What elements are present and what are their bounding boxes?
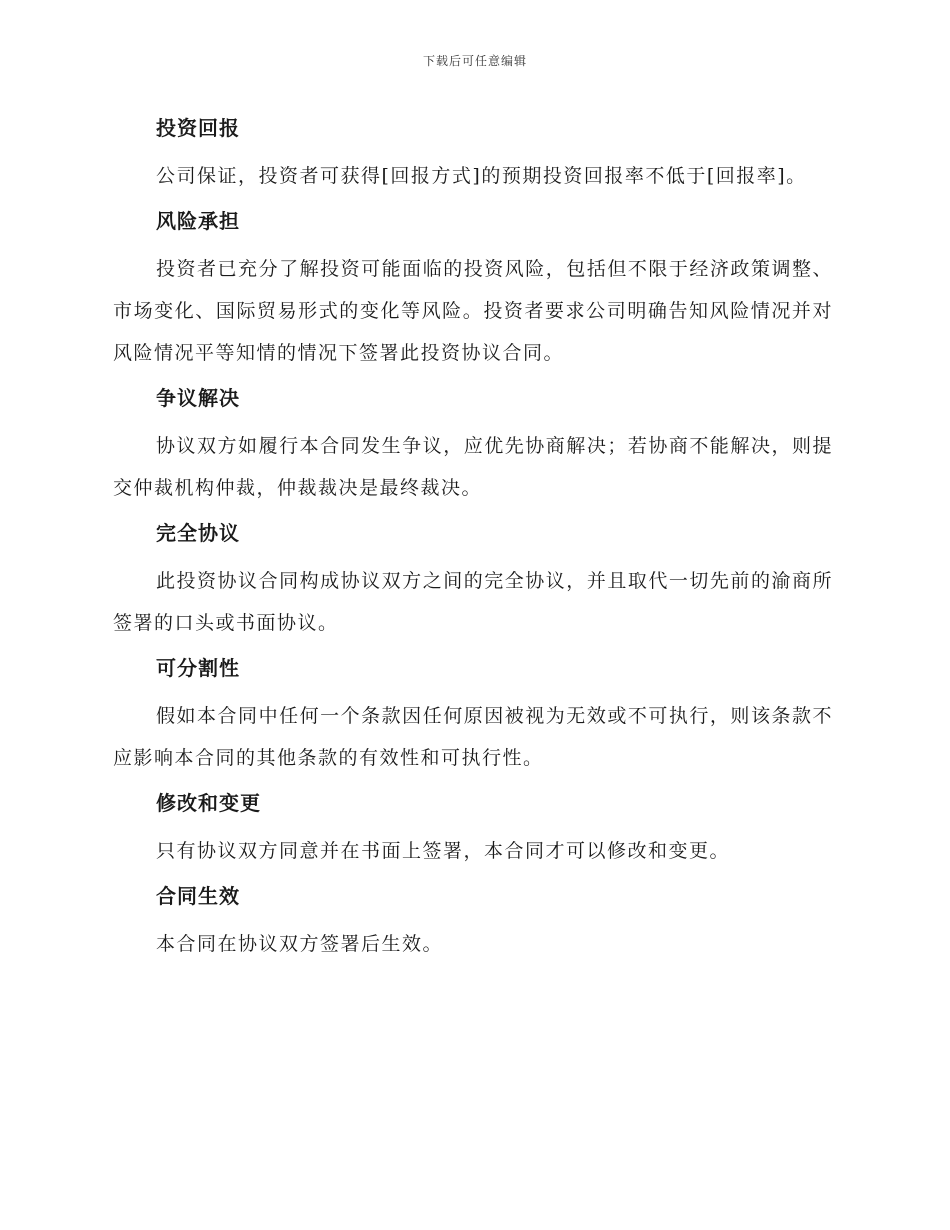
section-heading: 争议解决: [156, 386, 240, 410]
section-heading: 风险承担: [156, 209, 240, 233]
section-paragraph: 此投资协议合同构成协议双方之间的完全协议，并且取代一切先前的渝商所签署的口头或书面协议。: [113, 570, 833, 634]
section-paragraph: 投资者已充分了解投资可能面临的投资风险，包括但不限于经济政策调整、市场变化、国际贸易形式的变化等风险。投资者要求公司明确告知风险情况并对风险情况平等知情的情况下签署此投资协议合同。: [113, 258, 833, 364]
section-amendment: [113, 783, 833, 872]
section-heading: 完全协议: [156, 521, 240, 545]
section-paragraph: 只有协议双方同意并在书面上签署，本合同才可以修改和变更。: [156, 840, 731, 862]
section-paragraph: 公司保证，投资者可获得[回报方式]的预期投资回报率不低于[回报率]。: [156, 165, 807, 187]
section-entire-agreement: [113, 513, 833, 644]
section-heading: 投资回报: [156, 116, 240, 140]
section-paragraph: 假如本合同中任何一个条款因任何原因被视为无效或不可执行，则该条款不应影响本合同的其他条款的有效性和可执行性。: [113, 705, 833, 769]
section-heading: 修改和变更: [156, 791, 261, 815]
section-heading: 可分割性: [156, 656, 240, 680]
section-heading: 合同生效: [156, 884, 240, 908]
section-risk-bearing: [113, 201, 833, 374]
document-body: [113, 108, 833, 969]
page-header-note: 下载后可任意编辑: [422, 54, 527, 68]
section-effectiveness: [113, 876, 833, 965]
section-paragraph: 协议双方如履行本合同发生争议，应优先协商解决；若协商不能解决，则提交仲裁机构仲裁，仲裁裁决是最终裁决。: [113, 435, 833, 499]
section-dispute-resolution: [113, 378, 833, 509]
section-severability: [113, 648, 833, 779]
section-paragraph: 本合同在协议双方签署后生效。: [156, 933, 444, 955]
section-investment-return: [113, 108, 833, 197]
